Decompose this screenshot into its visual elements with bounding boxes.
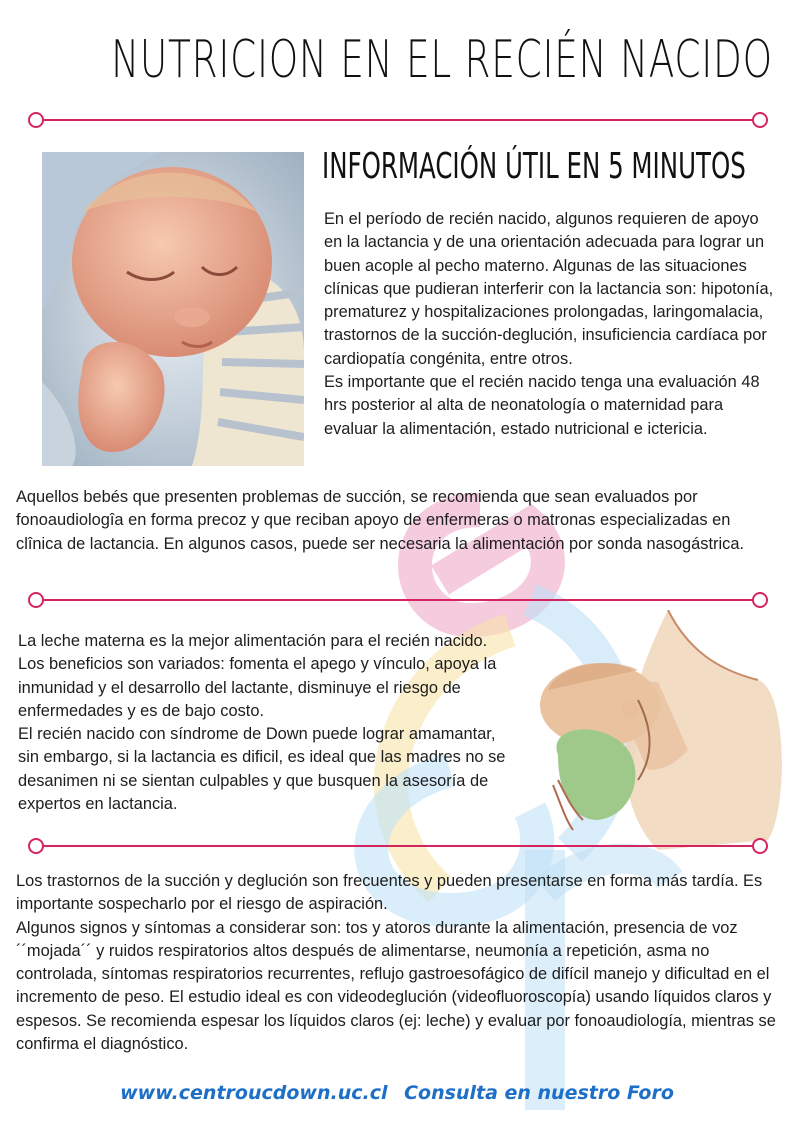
disorders-text — [16, 870, 784, 1056]
title-divider — [28, 110, 768, 130]
page-title: NUTRICION EN EL RECIÉN NACIDO — [111, 30, 773, 90]
section-divider-2 — [28, 836, 768, 856]
section-subtitle: INFORMACIÓN ÚTIL EN 5 MINUTOS — [322, 146, 746, 187]
suction-text — [16, 486, 780, 556]
suction-paragraph: Aquellos bebés que presenten problemas de succión, se recomienda que sean evaluados por fonoaudiologîa en forma precoz y que reciban apoyo de enfermeras o matronas especializadas en clînica de lactancia. En algunos casos, puede ser necesaria la alimentación por sonda nasogástrica. — [16, 488, 744, 553]
footer — [0, 1082, 794, 1104]
breastfeeding-illustration — [518, 610, 788, 850]
intro-paragraph-2: Es importante que el recién nacido tenga una evaluación 48 hrs posterior al alta de neonatología o maternidad para evaluar la alimentación, estado nutricional e ictericia. — [324, 373, 760, 438]
disorders-paragraph-2: Algunos signos y síntomas a considerar son: tos y atoros durante la alimentación, presencia de voz ´´mojada´´ y ruidos respiratorios altos después de alimentarse, neumonía a repetición, asma no controlada, síntomas respiratorios recurrentes, reflujo gastroesofágico de difícil manejo y dificultad en el incremento de peso. El estudio ideal es con videodeglución (videofluoroscopía) usando líquidos claros y espesos. Se recomienda espesar los líquidos claros (ej: leche) y evaluar por fonoaudiología, mientras se confirma el diagnóstico. — [16, 918, 776, 1054]
section-divider-1 — [28, 590, 768, 610]
sleeping-baby-photo — [42, 152, 304, 466]
website-link[interactable]: www.centroucdown.uc.cl — [120, 1082, 388, 1104]
breastfeeding-paragraph-1: La leche materna es la mejor alimentación para el recién nacido. Los beneficios son variados: fomenta el apego y vínculo, apoya la inmunidad y el desarrollo del lactante, disminuye el riesgo de enfermedades y es de bajo costo. — [18, 632, 497, 720]
breastfeeding-paragraph-2: El recién nacido con síndrome de Down puede lograr amamantar, sin embargo, si la lactancia es dificil, es ideal que las madres no se desanimen ni se sientan culpables y que busquen la asesoría de expertos en lactancia. — [18, 725, 506, 814]
intro-paragraph-1: En el período de recién nacido, algunos requieren de apoyo en la lactancia y de una orientación adecuada para lograr un buen acople al pecho materno. Algunas de las situaciones clínicas que pudieran interferir con la lactancia son: hipotonía, prematurez y hospitalizaciones prolongadas, laringomalacia, trastornos de la succión-deglución, insuficiencia cardíaca por cardiopatía congénita, entre otros. — [324, 210, 774, 368]
intro-text — [324, 208, 776, 441]
breastfeeding-text — [18, 630, 506, 816]
disorders-paragraph-1: Los trastornos de la succión y deglución son frecuentes y pueden presentarse en forma más tardía. Es importante sospecharlo por el riesgo de aspiración. — [16, 872, 763, 914]
forum-link[interactable]: Consulta en nuestro Foro — [404, 1082, 674, 1104]
